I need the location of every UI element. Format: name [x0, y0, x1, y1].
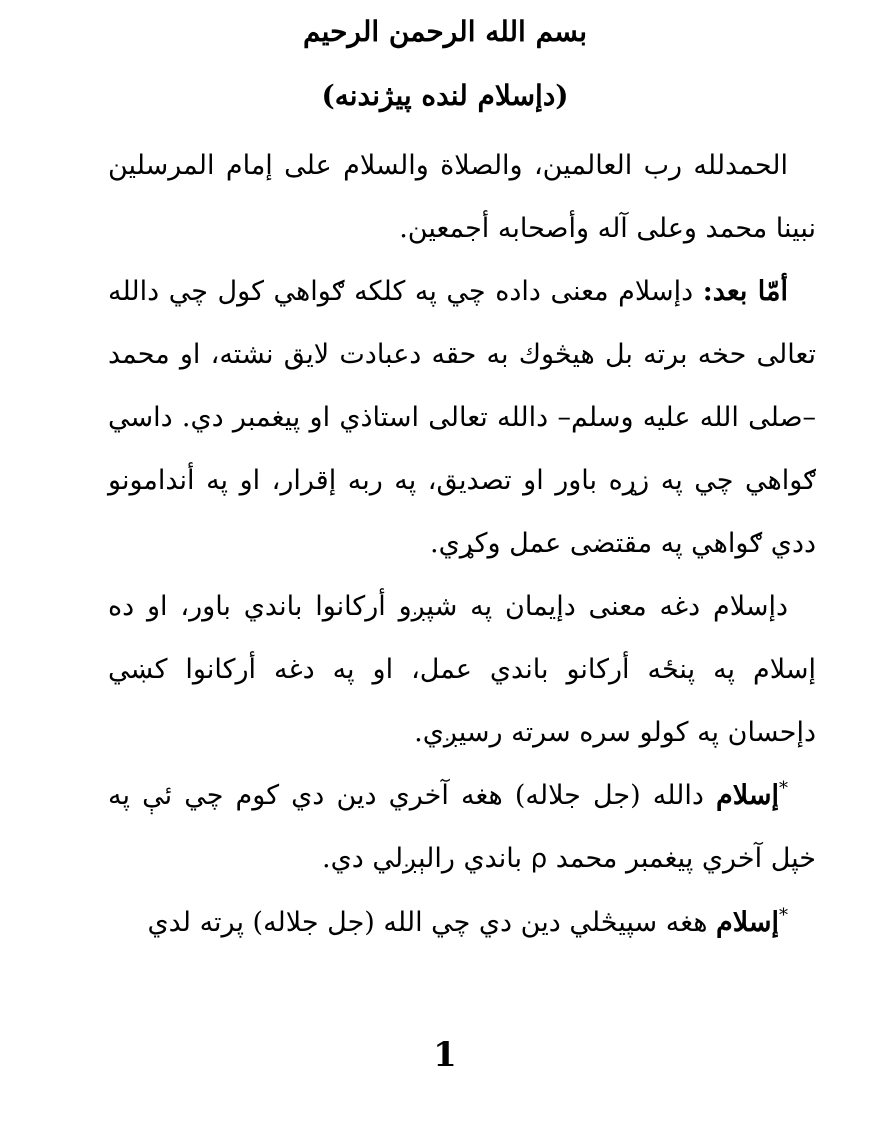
page-number: 1 — [433, 1035, 457, 1075]
basmala-heading: بسم الله الرحمن الرحيم — [303, 15, 587, 48]
paragraph-text: دالله (جل جلاله) هغه آخري دين دي کوم چي ئې په خپل آخري پيغمبر محمد — [108, 780, 816, 874]
asterisk-marker: * — [779, 905, 788, 926]
document-body — [108, 134, 816, 954]
paragraph-text: دإسلام دغه معنى دإيمان په شپږو أرکانوا باندي باور، او ده إسلام په پنځه أرکانو باندي عمل، او په دغه أرکانوا کښي دإحسان په کولو سره سرته رسيږي. — [108, 591, 816, 748]
paragraph-islam-pure-religion — [108, 891, 816, 954]
paragraph-label: إسلام — [716, 907, 779, 938]
paragraph-text-after: باندي رالېږلي دي. — [322, 843, 531, 874]
paragraph-label: أمّا بعد: — [702, 276, 788, 307]
paragraph-text: الحمدلله رب العالمين، والصلاة والسلام على إمام المرسلين نبينا محمد وعلى آله وأصحابه أجمعين. — [108, 150, 816, 244]
asterisk-marker: * — [779, 778, 788, 799]
paragraph-hamd — [108, 134, 816, 260]
rho-symbol: ρ — [530, 844, 548, 874]
paragraph-text: دإسلام معنى داده چي په کلکه ګواهي کول چي دالله تعالى حخه برته بل هيڅوك به حقه دعبادت لايق نشته، او محمد –صلى الله عليه وسلم– دالله تعالى استاذي او پيغمبر دي. داسي ګواهي چي په زړه باور او تصديق، په ربه إقرار، او په أندامونو ددي ګواهي په مقتضى عمل وکړي. — [108, 276, 816, 559]
paragraph-islam-meaning — [108, 575, 816, 764]
paragraph-label: إسلام — [716, 780, 779, 811]
paragraph-text: هغه سپيڅلي دين دي چي الله (جل جلاله) پرته لدي — [147, 907, 717, 938]
paragraph-amma-bad — [108, 260, 816, 575]
document-subtitle: (دإسلام لنده پيژندنه) — [321, 79, 569, 112]
paragraph-islam-final-religion — [108, 764, 816, 891]
